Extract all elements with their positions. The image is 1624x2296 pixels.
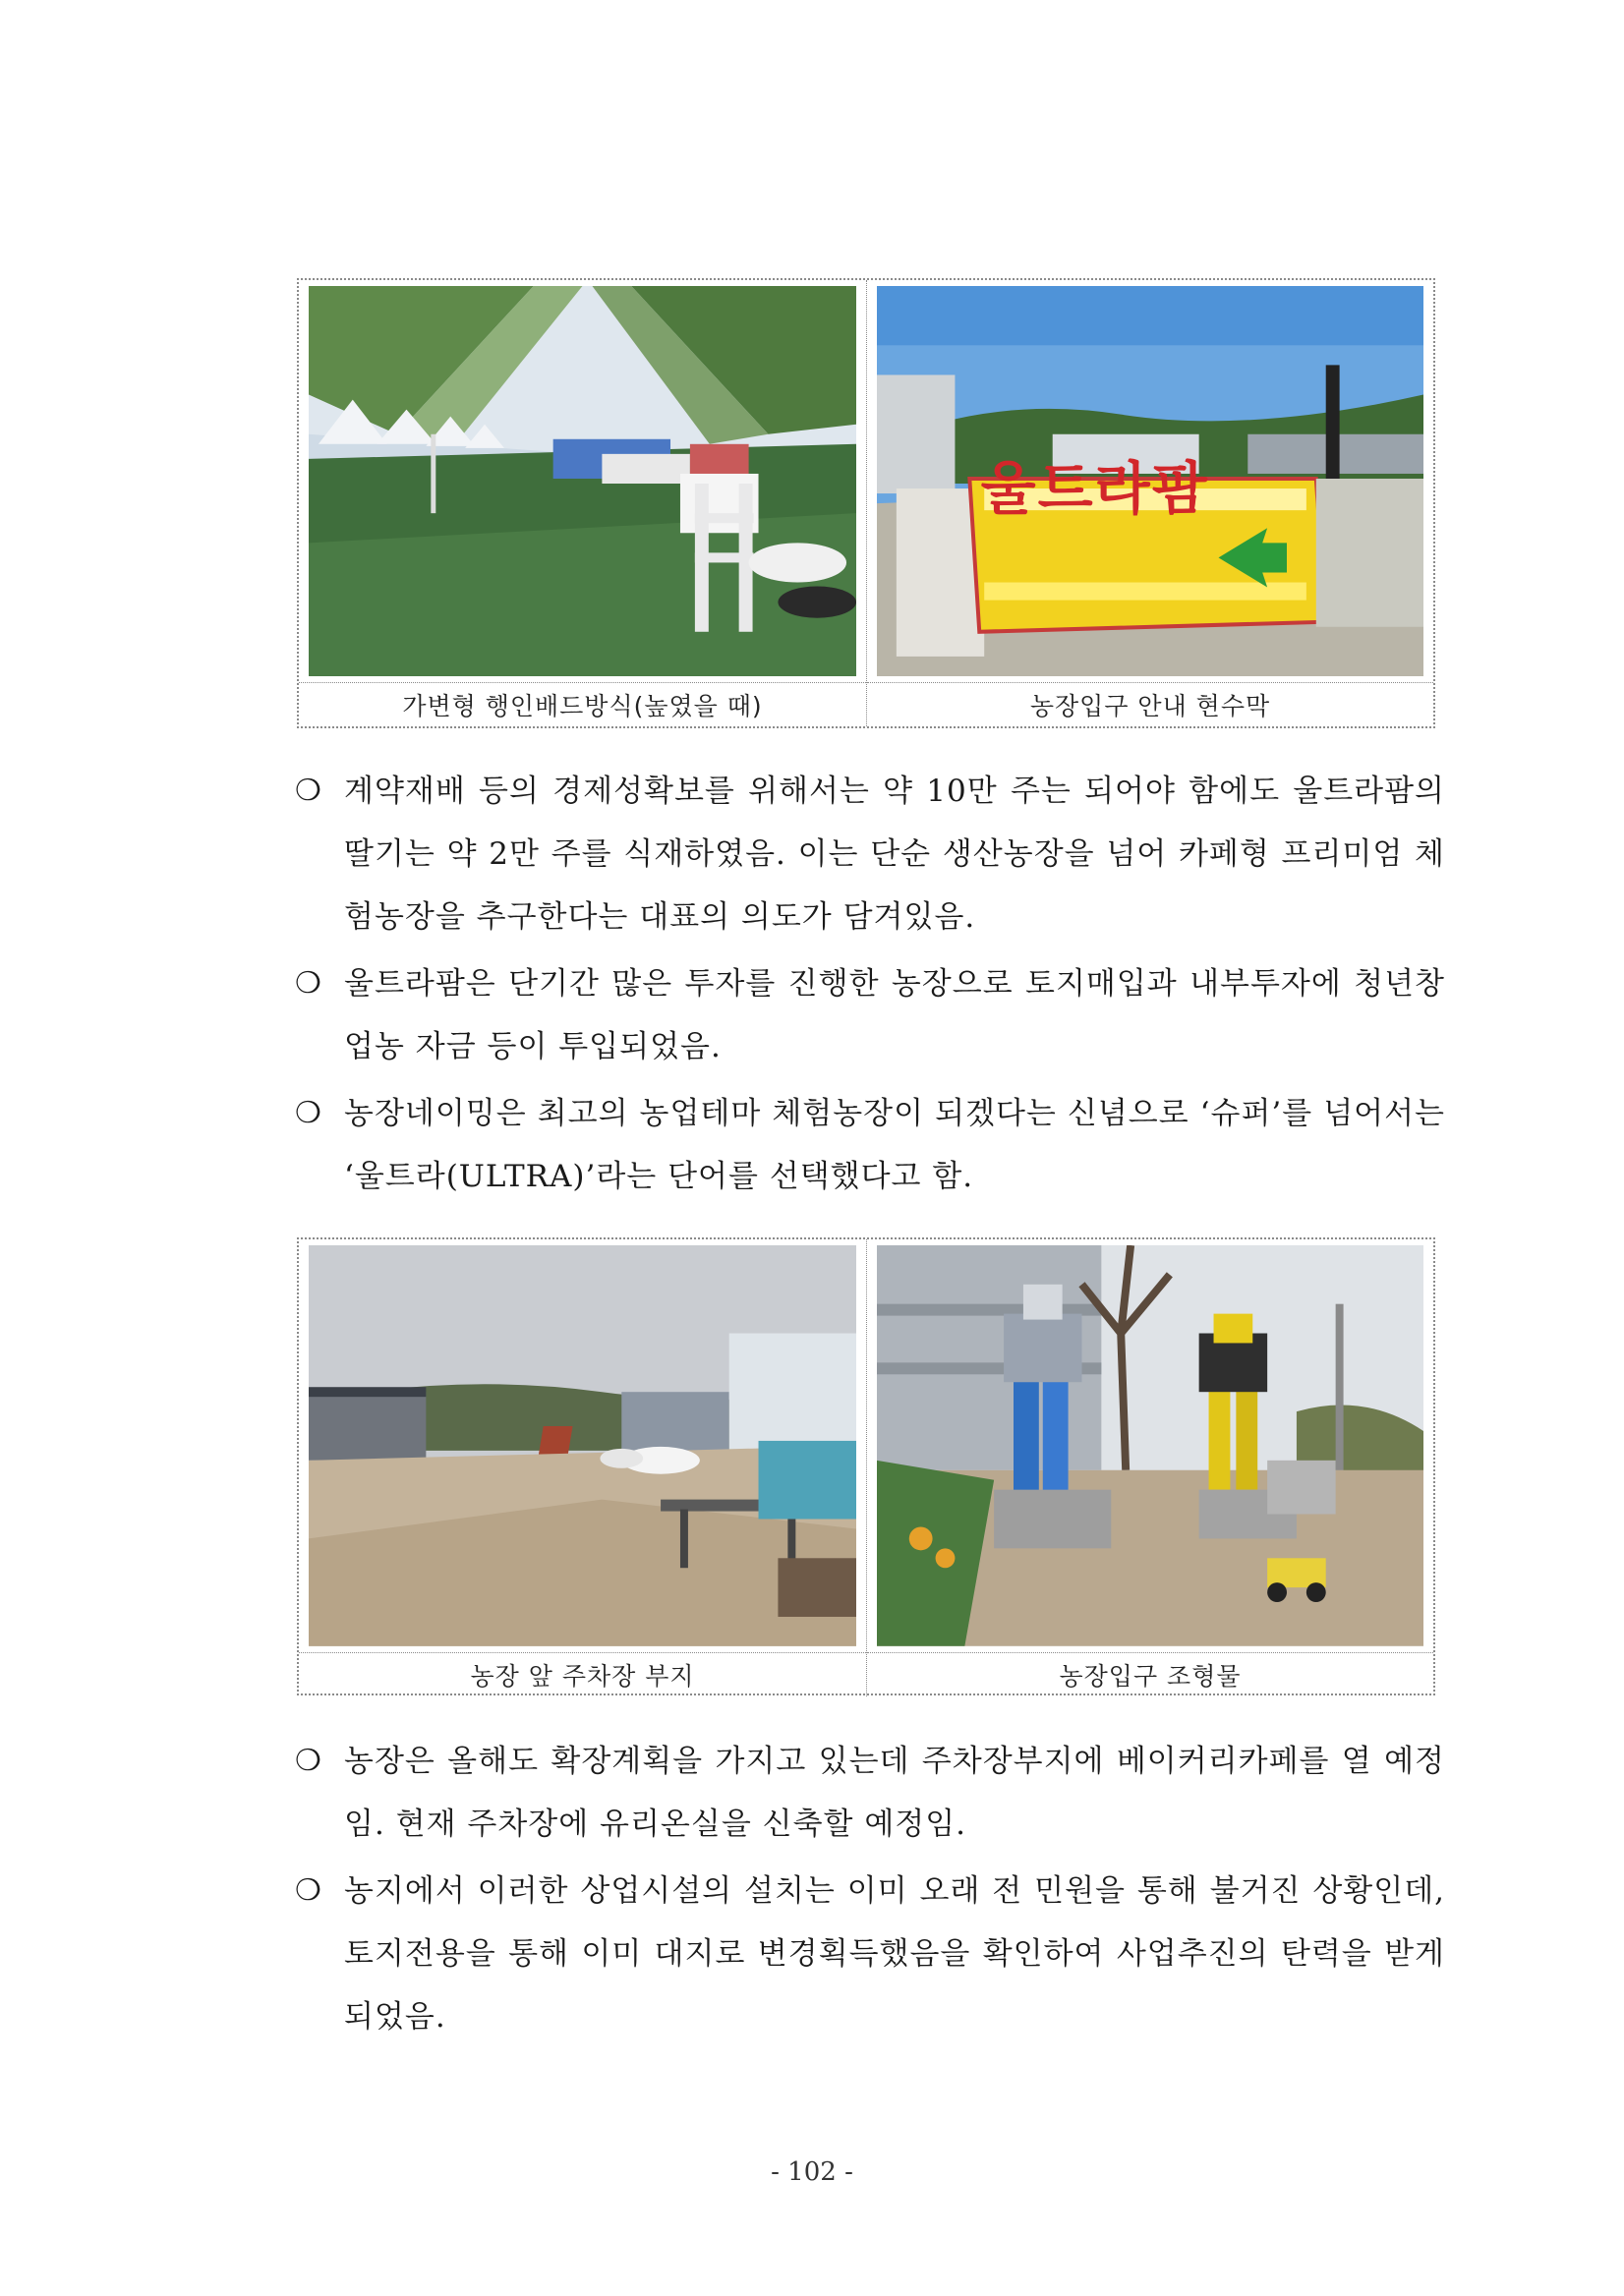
bullet-icon: ❍ [295, 966, 322, 1001]
photo-cell-parking [299, 1239, 866, 1696]
page-number: - 102 - [771, 2157, 853, 2187]
bullet-paragraph: ❍ 계약재배 등의 경제성확보를 위해서는 약 10만 주는 되어야 함에도 울트라팜의 딸기는 약 2만 주를 식재하였음. 이는 단순 생산농장을 넘어 카페형 프리미엄 체험농장을 추구한다는 대표의 의도가 담겨있음. [295, 760, 1445, 948]
bullet-icon: ❍ [295, 1096, 322, 1130]
photo-parking-lot [309, 1245, 856, 1646]
caption-hanging-bed: 가변형 행인배드방식(높였을 때) [299, 682, 866, 726]
bullet-icon: ❍ [295, 774, 322, 808]
caption-parking: 농장 앞 주차장 부지 [299, 1652, 866, 1696]
bullet-paragraph: ❍ 울트라팜은 단기간 많은 투자를 진행한 농장으로 토지매입과 내부투자에 청년창업농 자금 등이 투입되었음. [295, 952, 1445, 1078]
bullet-list-bottom [295, 1730, 1445, 2052]
bullet-icon: ❍ [295, 1873, 322, 1908]
photo-table-2 [297, 1237, 1435, 1695]
photo-cell-entrance-banner [866, 280, 1433, 726]
bullet-paragraph: ❍ 농장네이밍은 최고의 농업테마 체험농장이 되겠다는 신념으로 ‘슈퍼’를 넘어서는 ‘울트라(ULTRA)’라는 단어를 선택했다고 함. [295, 1082, 1445, 1208]
bullet-paragraph: ❍ 농장은 올해도 확장계획을 가지고 있는데 주차장부지에 베이커리카페를 열 예정임. 현재 주차장에 유리온실을 신축할 예정임. [295, 1730, 1445, 1856]
photo-entrance-sculpture [877, 1245, 1423, 1646]
photo-cell-sculpture [866, 1239, 1433, 1696]
photo-table-1 [297, 278, 1435, 728]
bullet-paragraph: ❍ 농지에서 이러한 상업시설의 설치는 이미 오래 전 민원을 통해 불거진 상황인데, 토지전용을 통해 이미 대지로 변경획득했음을 확인하여 사업추진의 탄력을 받게 되었음. [295, 1860, 1445, 2048]
bullet-list-top [295, 760, 1445, 1212]
photo-cell-hanging-bed [299, 280, 866, 726]
photo-entrance-banner [877, 286, 1423, 676]
bullet-icon: ❍ [295, 1744, 322, 1778]
caption-entrance-banner: 농장입구 안내 현수막 [867, 682, 1433, 726]
banner-text: 울트라팜 [980, 454, 1209, 522]
photo-hanging-bed [309, 286, 856, 676]
caption-sculpture: 농장입구 조형물 [867, 1652, 1433, 1696]
